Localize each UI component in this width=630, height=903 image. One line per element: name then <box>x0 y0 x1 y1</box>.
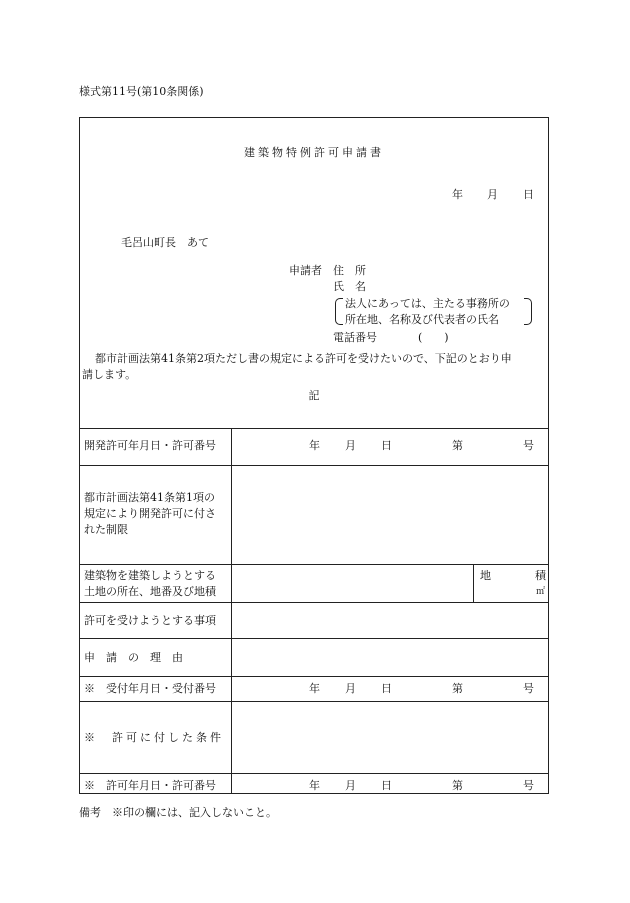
row-divider <box>80 465 548 466</box>
matter-label: 許可を受けようとする事項 <box>84 614 216 627</box>
address-label: 住 所 <box>333 264 366 277</box>
application-form <box>79 117 549 794</box>
column-divider <box>231 428 232 794</box>
right-bracket <box>524 298 532 325</box>
row-divider <box>80 676 548 677</box>
permit-day: 日 <box>381 779 392 792</box>
restriction-line2: 規定により開発許可に付さ <box>84 507 216 520</box>
body-text-line2: 請します。 <box>82 368 137 381</box>
area-column-divider <box>473 564 474 602</box>
land-label-line2: 土地の所在、地番及び地積 <box>84 585 216 598</box>
left-bracket <box>335 298 343 325</box>
table-top-line <box>80 428 548 429</box>
row-divider <box>80 602 548 603</box>
receipt-label: ※ 受付年月日・受付番号 <box>84 682 216 695</box>
phone-label: 電話番号 <box>333 331 377 344</box>
reason-label: 申 請 の 理 由 <box>84 651 183 664</box>
land-label-line1: 建築物を建築しようとする <box>84 569 216 582</box>
restriction-line3: れた制限 <box>84 523 128 536</box>
ki-label: 記 <box>308 389 320 402</box>
dev-permit-dai: 第 <box>452 439 463 452</box>
row-divider <box>80 701 548 702</box>
form-title: 建築物特例許可申請書 <box>244 146 384 159</box>
remarks: 備考 ※印の欄には、記入しないこと。 <box>79 806 277 819</box>
date-year: 年 <box>452 188 463 201</box>
permit-year: 年 <box>309 779 320 792</box>
receipt-month: 月 <box>345 682 356 695</box>
conditions-label: ※ 許可に付した条件 <box>84 731 224 744</box>
receipt-go: 号 <box>523 682 534 695</box>
dev-permit-year: 年 <box>309 439 320 452</box>
body-text-line1: 都市計画法第41条第2項ただし書の規定による許可を受けたいので、下記のとおり申 <box>95 352 512 365</box>
dev-permit-go: 号 <box>523 439 534 452</box>
date-month: 月 <box>487 188 498 201</box>
permit-dai: 第 <box>452 779 463 792</box>
corp-note-line2: 所在地、名称及び代表者の氏名 <box>345 313 499 326</box>
permit-go: 号 <box>523 779 534 792</box>
row-divider <box>80 564 548 565</box>
row-divider <box>80 773 548 774</box>
area-label: 地 積 <box>480 569 546 582</box>
form-number-label: 様式第11号(第10条関係) <box>79 85 204 98</box>
area-unit: ㎡ <box>536 587 546 597</box>
date-day: 日 <box>523 188 534 201</box>
receipt-day: 日 <box>381 682 392 695</box>
row-divider <box>80 638 548 639</box>
corp-note-line1: 法人にあっては、主たる事務所の <box>345 297 510 310</box>
dev-permit-label: 開発許可年月日・許可番号 <box>84 439 216 452</box>
name-label: 氏 名 <box>333 280 366 293</box>
dev-permit-day: 日 <box>381 439 392 452</box>
receipt-year: 年 <box>309 682 320 695</box>
receipt-dai: 第 <box>452 682 463 695</box>
dev-permit-month: 月 <box>345 439 356 452</box>
applicant-label: 申請者 <box>289 264 322 277</box>
phone-parens: ( ) <box>418 331 449 344</box>
permit-label: ※ 許可年月日・許可番号 <box>84 779 216 792</box>
permit-month: 月 <box>345 779 356 792</box>
addressee: 毛呂山町長 あて <box>121 236 209 249</box>
restriction-line1: 都市計画法第41条第1項の <box>84 491 215 504</box>
